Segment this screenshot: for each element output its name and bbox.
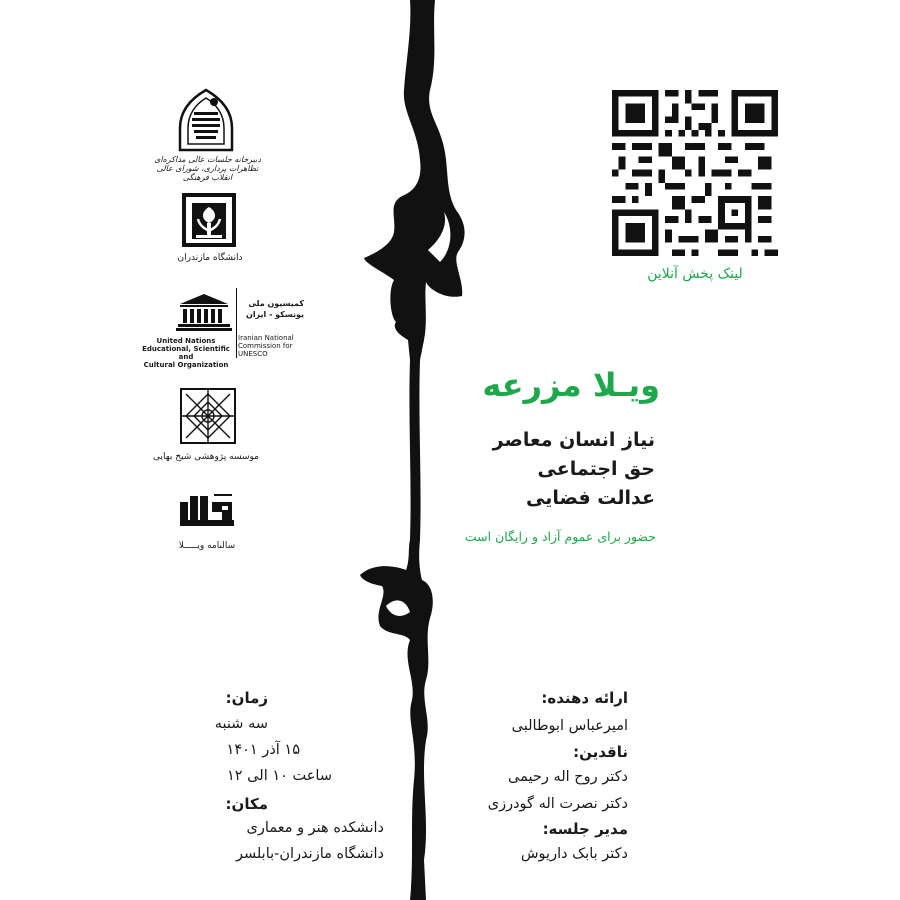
institute-logo xyxy=(180,388,236,444)
critic-name: دکتر نصرت اله گودرزی xyxy=(487,796,628,812)
qr-code-image[interactable] xyxy=(612,90,778,256)
unesco-commission-caption: Iranian National Commission for UNESCO xyxy=(238,334,294,358)
presenter-label: ارائه دهنده: xyxy=(541,689,628,707)
place-label: مکان: xyxy=(225,795,268,813)
unesco-logo xyxy=(176,292,232,332)
moderator-label: مدیر جلسه: xyxy=(542,820,628,838)
cultural-council-logo xyxy=(176,88,236,152)
qr-caption: لینک پخش آنلاین xyxy=(647,266,743,282)
event-title: ویـلا مزرعه xyxy=(482,366,660,404)
event-place-university: دانشگاه مازندران-بابلسر xyxy=(235,846,384,862)
institute-caption: موسسه پژوهشی شیخ بهایی xyxy=(152,452,259,462)
critic-name: دکتر روح اله رحیمی xyxy=(508,769,628,785)
unesco-divider xyxy=(236,288,237,358)
time-label: زمان: xyxy=(225,689,268,707)
cultural-council-caption: دبیرخانه جلسات عالی مذاکره‌ای تظاهرات پرداری، شورای عالی انقلاب فرهنگی xyxy=(154,155,261,182)
unesco-caption-persian: کمیسیون ملی یونسکو - ایران xyxy=(245,299,304,319)
free-admission-note: حضور برای عموم آزاد و رایگان است xyxy=(464,529,656,544)
event-hours: ساعت ۱۰ الی ۱۲ xyxy=(227,768,332,784)
topic-line: حق اجتماعی xyxy=(537,458,655,480)
event-date: ۱۵ آذر ۱۴۰۱ xyxy=(226,742,300,758)
unesco-caption-english: United Nations Educational, Scientific and Cultural Organization xyxy=(142,337,230,369)
presenter-name: امیرعباس ابوطالبی xyxy=(511,718,628,734)
event-place-faculty: دانشکده هنر و معماری xyxy=(246,820,384,836)
event-day: سه شنبه xyxy=(214,716,268,732)
moderator-name: دکتر بابک داریوش xyxy=(520,846,628,862)
university-logo xyxy=(182,193,236,247)
villa-annual-logo xyxy=(178,492,236,532)
villa-annual-caption: سالنامه ویـــــلا xyxy=(178,541,236,551)
topic-line: عدالت فضایی xyxy=(526,487,655,509)
critics-label: ناقدین: xyxy=(573,743,628,761)
university-caption: دانشگاه مازندران xyxy=(177,253,243,263)
topic-line: نیاز انسان معاصر xyxy=(492,429,655,451)
